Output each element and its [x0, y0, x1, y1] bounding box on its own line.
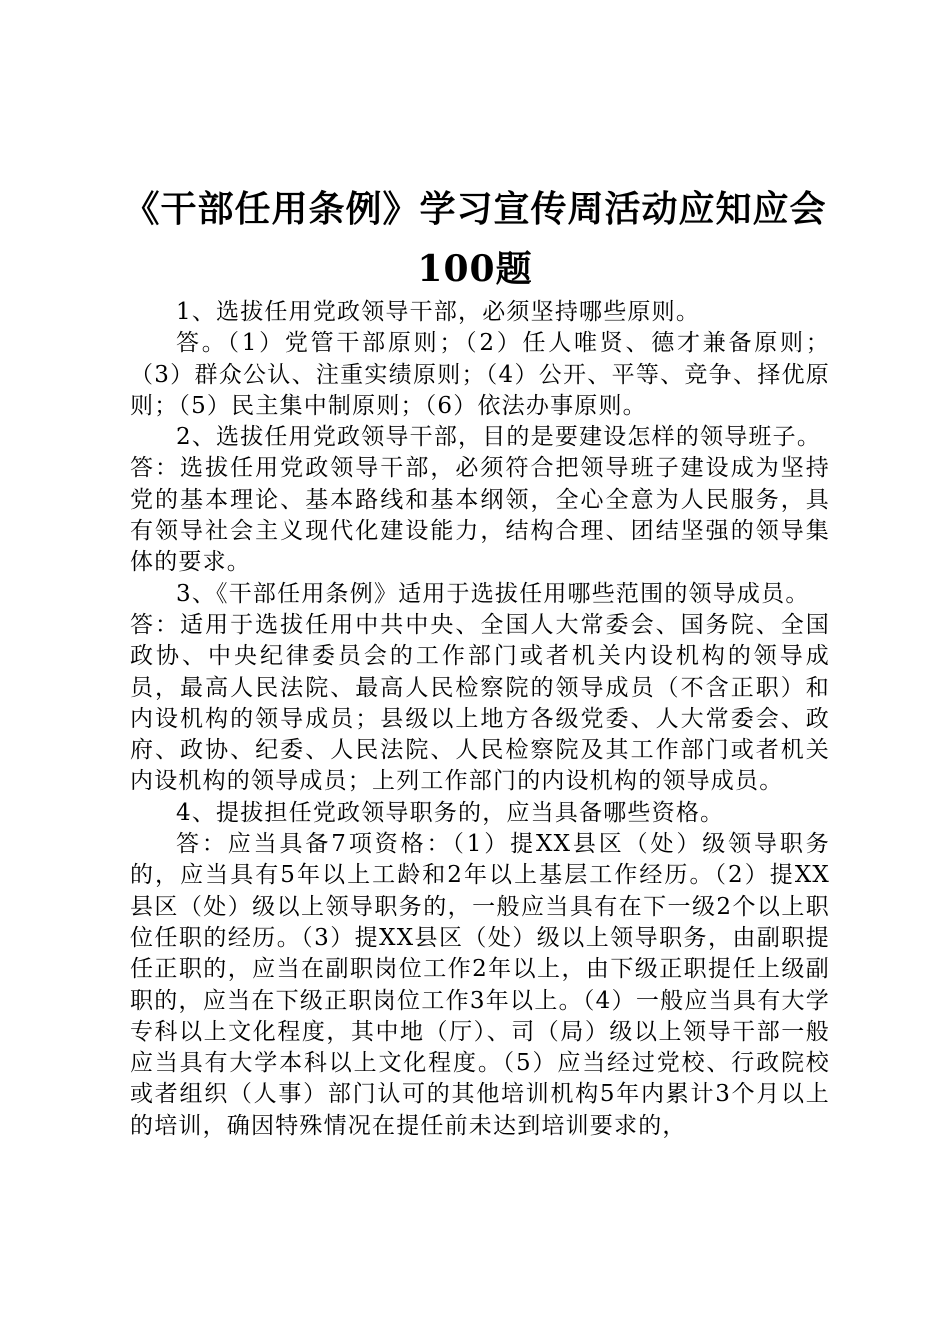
paragraph-question-4: 4、提拔担任党政领导职务的，应当具备哪些资格。	[176, 799, 725, 826]
paragraph-question-3: 3、《干部任用条例》适用于选拔任用哪些范围的领导成员。	[176, 580, 810, 607]
document-body	[130, 297, 830, 1142]
paragraph-question-2: 2、选拔任用党政领导干部，目的是要建设怎样的领导班子。	[176, 424, 822, 451]
document-title-line-1: 《干部任用条例》学习宣传周活动应知应会	[123, 188, 827, 230]
paragraph-answer-1: 答。（1）党管干部原则；（2）任人唯贤、德才兼备原则；（3）群众公认、注重实绩原则；（4）公开、平等、竞争、择优原则；（5）民主集中制原则；（6）依法办事原则。	[130, 330, 830, 419]
paragraph-answer-4: 答：应当具备7项资格：（1）提XX县区（处）级领导职务的，应当具有5年以上工龄和2年以上基层工作经历。（2）提XX县区（处）级以上领导职务的，一般应当具有在下一级2个以上职位任职的经历。（3）提XX县区（处）级以上领导职务，由副职提任正职的，应当在副职岗位工作2年以上，由下级正职提任上级副职的，应当在下级正职岗位工作3年以上。（4）一般应当具有大学专科以上文化程度，其中地（厅）、司（局）级以上领导干部一般应当具有大学本科以上文化程度。（5）应当经过党校、行政院校或者组织（人事）部门认可的其他培训机构5年内累计3个月以上的培训，确因特殊情况在提任前未达到培训要求的，	[130, 831, 830, 1139]
paragraph-question-1: 1、选拔任用党政领导干部，必须坚持哪些原则。	[176, 299, 701, 325]
paragraph-answer-2: 答：选拔任用党政领导干部，必须符合把领导班子建设成为坚持党的基本理论、基本路线和基本纲领，全心全意为人民服务，具有领导社会主义现代化建设能力，结构合理、团结坚强的领导集体的要求。	[130, 455, 830, 576]
document-title-line-2: 100题	[417, 248, 533, 290]
paragraph-answer-3: 答：适用于选拔任用中共中央、全国人大常委会、国务院、全国政协、中央纪律委员会的工作部门或者机关内设机构的领导成员，最高人民法院、最高人民检察院的领导成员（不含正职）和内设机构的领导成员；县级以上地方各级党委、人大常委会、政府、政协、纪委、人民法院、人民检察院及其工作部门或者机关内设机构的领导成员；上列工作部门的内设机构的领导成员。	[130, 611, 830, 795]
